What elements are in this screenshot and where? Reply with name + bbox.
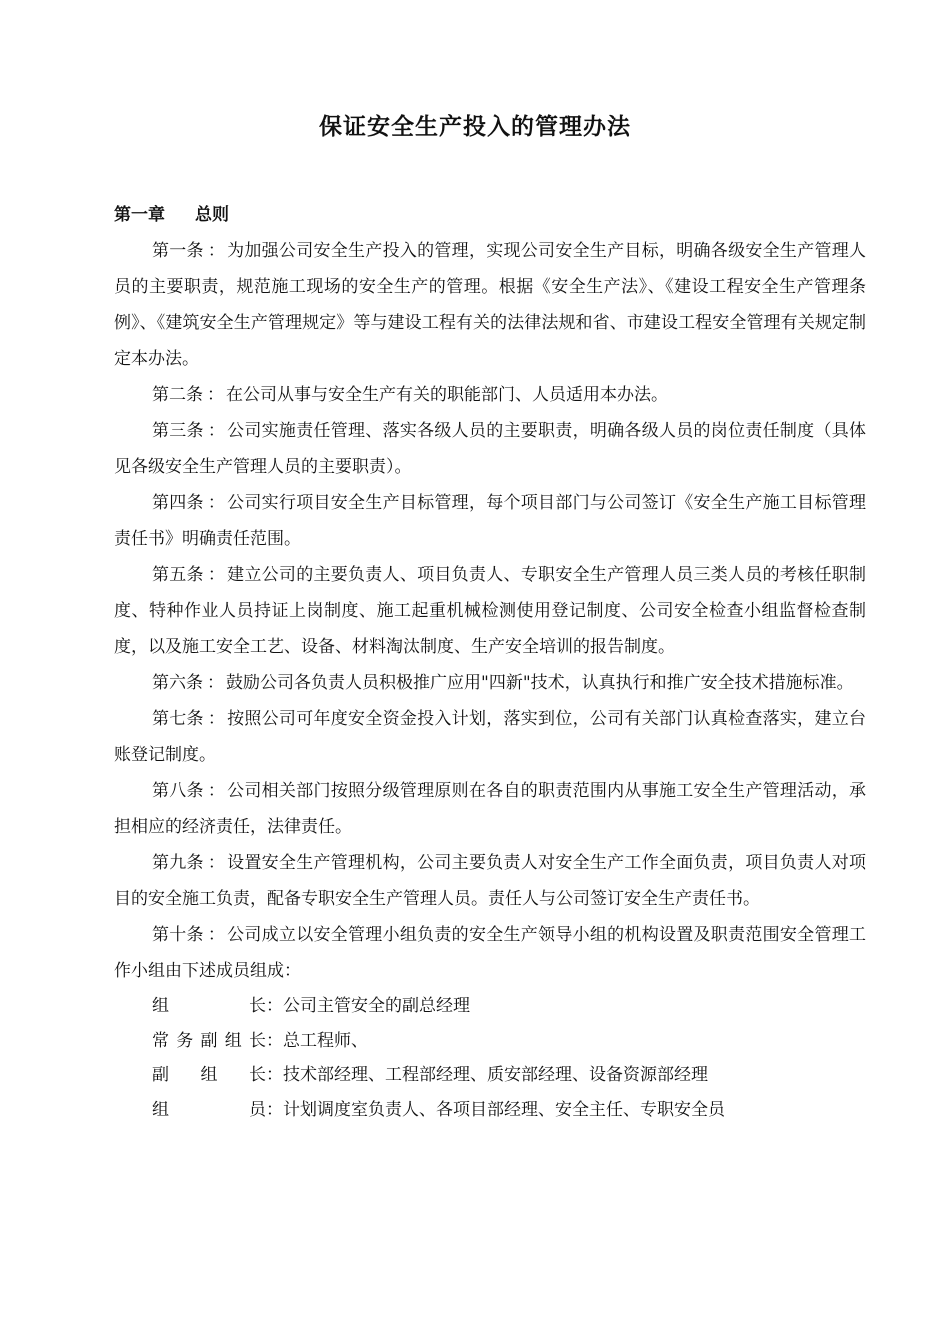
article-7: 第七条 ： 按照公司可年度安全资金投入计划，落实到位，公司有关部门认真检查落实，建立台账登记制度。 [114, 709, 867, 765]
article-number: 第十条 [152, 925, 204, 945]
document-body [114, 233, 866, 1127]
article-number: 第九条 [152, 853, 204, 873]
member-list [114, 989, 866, 1127]
article-text: 建立公司的主要负责人、项目负责人、专职安全生产管理人员三类人员的考核任职制度、特种作业人员持证上岗制度、施工起重机械检测使用登记制度、公司安全检查小组监督检查制度，以及施工安全工艺、设备、材料淘汰制度、生产安全培训的报告制度。 [114, 565, 867, 657]
member-role: 组员 [152, 1099, 266, 1120]
article-number: 第七条 [152, 709, 204, 729]
document-title: 保证安全生产投入的管理办法 [319, 113, 631, 140]
member-role: 常务副组长 [152, 1030, 266, 1051]
article-number: 第五条 [152, 565, 204, 585]
article-8: 第八条 ： 公司相关部门按照分级管理原则在各自的职责范围内从事施工安全生产管理活动，承担相应的经济责任，法律责任。 [114, 781, 867, 837]
member-role: 组长 [152, 996, 266, 1016]
member-role: 副组长 [152, 1065, 266, 1085]
article-6: 第六条 ： 鼓励公司各负责人员积极推广应用"四新"技术，认真执行和推广安全技术措施标准。 [152, 673, 854, 693]
article-text: 公司相关部门按照分级管理原则在各自的职责范围内从事施工安全生产管理活动，承担相应的经济责任，法律责任。 [114, 781, 867, 837]
chapter-number: 第一章 [114, 205, 165, 225]
article-number: 第六条 [152, 673, 203, 693]
article-number: 第八条 [152, 781, 204, 801]
article-text: 按照公司可年度安全资金投入计划，落实到位，公司有关部门认真检查落实，建立台账登记制度。 [114, 709, 867, 765]
article-text: 公司成立以安全管理小组负责的安全生产领导小组的机构设置及职责范围安全管理工作小组由下述成员组成： [114, 925, 867, 981]
chapter-name: 总则 [195, 205, 229, 225]
member-value: 技术部经理、工程部经理、质安部经理、设备资源部经理 [283, 1065, 708, 1085]
article-text: 公司实施责任管理、落实各级人员的主要职责，明确各级人员的岗位责任制度（具体见各级安全生产管理人员的主要职责）。 [114, 421, 867, 477]
member-value: 总工程师、 [283, 1030, 368, 1051]
article-text: 为加强公司安全生产投入的管理，实现公司安全生产目标，明确各级安全生产管理人员的主要职责，规范施工现场的安全生产的管理。根据《安全生产法》、《建设工程安全生产管理条例》、《建筑安全生产管理规定》等与建设工程有关的法律法规和省、市建设工程安全管理有关规定制定本办法。 [114, 241, 867, 369]
chapter-heading [114, 200, 229, 225]
article-text: 鼓励公司各负责人员积极推广应用"四新"技术，认真执行和推广安全技术措施标准。 [226, 673, 854, 693]
article-number: 第三条 [152, 421, 204, 441]
article-2: 第二条 ： 在公司从事与安全生产有关的职能部门、人员适用本办法。 [152, 385, 668, 405]
article-9: 第九条 ： 设置安全生产管理机构，公司主要负责人对安全生产工作全面负责，项目负责人对项目的安全施工负责，配备专职安全生产管理人员。责任人与公司签订安全生产责任书。 [114, 853, 867, 909]
article-number: 第一条 [152, 241, 204, 261]
article-number: 第四条 [152, 493, 204, 513]
article-text: 在公司从事与安全生产有关的职能部门、人员适用本办法。 [226, 385, 668, 405]
member-row-executive-deputy: 常务副组长：总工程师、 [152, 1024, 866, 1059]
article-3: 第三条 ： 公司实施责任管理、落实各级人员的主要职责，明确各级人员的岗位责任制度（具体见各级安全生产管理人员的主要职责）。 [114, 421, 867, 477]
member-row-deputy: 副组长：技术部经理、工程部经理、质安部经理、设备资源部经理 [152, 1058, 866, 1093]
member-value: 公司主管安全的副总经理 [283, 996, 470, 1016]
member-row-members: 组员：计划调度室负责人、各项目部经理、安全主任、专职安全员 [152, 1093, 866, 1128]
article-10: 第十条 ： 公司成立以安全管理小组负责的安全生产领导小组的机构设置及职责范围安全管理工作小组由下述成员组成： [114, 925, 867, 981]
article-4: 第四条 ： 公司实行项目安全生产目标管理，每个项目部门与公司签订《安全生产施工目标管理责任书》明确责任范围。 [114, 493, 867, 549]
member-row-leader: 组长：公司主管安全的副总经理 [152, 989, 866, 1024]
article-text: 公司实行项目安全生产目标管理，每个项目部门与公司签订《安全生产施工目标管理责任书》明确责任范围。 [114, 493, 867, 549]
member-value: 计划调度室负责人、各项目部经理、安全主任、专职安全员 [283, 1099, 725, 1120]
article-number: 第二条 [152, 385, 203, 405]
article-text: 设置安全生产管理机构，公司主要负责人对安全生产工作全面负责，项目负责人对项目的安全施工负责，配备专职安全生产管理人员。责任人与公司签订安全生产责任书。 [114, 853, 867, 909]
article-5: 第五条 ： 建立公司的主要负责人、项目负责人、专职安全生产管理人员三类人员的考核任职制度、特种作业人员持证上岗制度、施工起重机械检测使用登记制度、公司安全检查小组监督检查制度，以及施工安全工艺、设备、材料淘汰制度、生产安全培训的报告制度。 [114, 565, 867, 657]
article-1: 第一条 ： 为加强公司安全生产投入的管理，实现公司安全生产目标，明确各级安全生产管理人员的主要职责，规范施工现场的安全生产的管理。根据《安全生产法》、《建设工程安全生产管理条例》、《建筑安全生产管理规定》等与建设工程有关的法律法规和省、市建设工程安全管理有关规定制定本办法。 [114, 241, 867, 369]
